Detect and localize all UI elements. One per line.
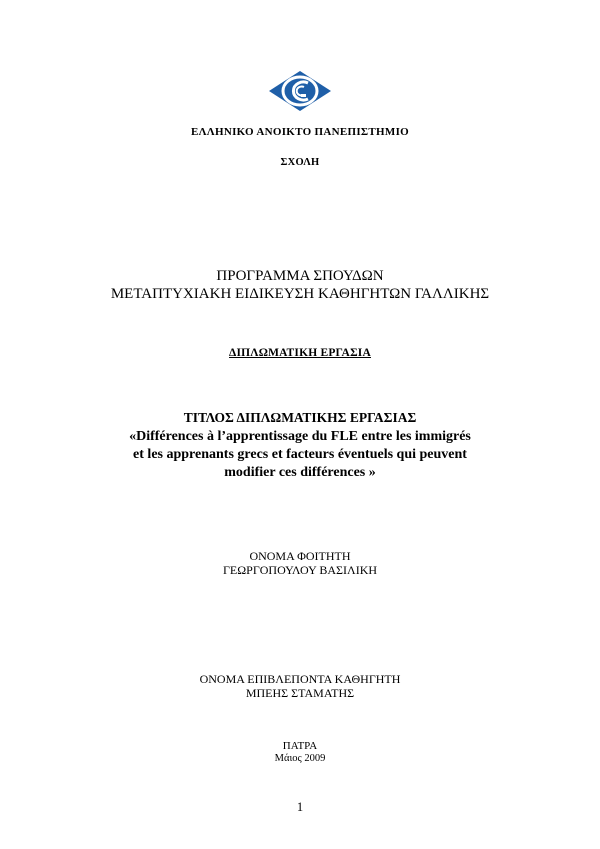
date: Μάιος 2009 — [274, 753, 326, 764]
thesis-title-line: «Différences à l’apprentissage du FLE entre les immigrés — [129, 429, 471, 444]
thesis-title-label: ΤΙΤΛΟΣ ΔΙΠΛΩΜΑΤΙΚΗΣ ΕΡΓΑΣΙΑΣ — [183, 410, 417, 425]
page-number: 1 — [296, 800, 304, 814]
thesis-heading: ΔΙΠΛΩΜΑΤΙΚΗ ΕΡΓΑΣΙΑ — [229, 347, 371, 359]
supervisor-name: ΜΠΕΗΣ ΣΤΑΜΑΤΗΣ — [245, 686, 355, 700]
supervisor-label: ΟΝΟΜΑ ΕΠΙΒΛΕΠΟΝΤΑ ΚΑΘΗΓΗΤΗ — [199, 672, 401, 686]
student-name: ΓΕΩΡΓΟΠΟΥΛΟΥ ΒΑΣΙΛΙΚΗ — [222, 563, 378, 577]
program-title: ΠΡΟΓΡΑΜΜΑ ΣΠΟΥΔΩΝ — [216, 268, 384, 284]
thesis-title-line: modifier ces différences » — [224, 465, 376, 480]
program-specialization: ΜΕΤΑΠΤΥΧΙΑΚΗ ΕΙΔΙΚΕΥΣΗ ΚΑΘΗΓΗΤΩΝ ΓΑΛΛΙΚΗΣ — [110, 286, 490, 302]
thesis-title-line: et les apprenants grecs et facteurs éventuels qui peuvent — [133, 447, 467, 462]
university-logo-icon — [268, 70, 332, 112]
school-name: ΣΧΟΛΗ — [280, 157, 320, 168]
student-label: ΟΝΟΜΑ ΦΟΙΤΗΤΗ — [249, 549, 351, 563]
city: ΠΑΤΡΑ — [282, 740, 318, 752]
university-name: ΕΛΛΗΝΙΚΟ ΑΝΟΙΚΤΟ ΠΑΝΕΠΙΣΤΗΜΙΟ — [190, 126, 410, 138]
